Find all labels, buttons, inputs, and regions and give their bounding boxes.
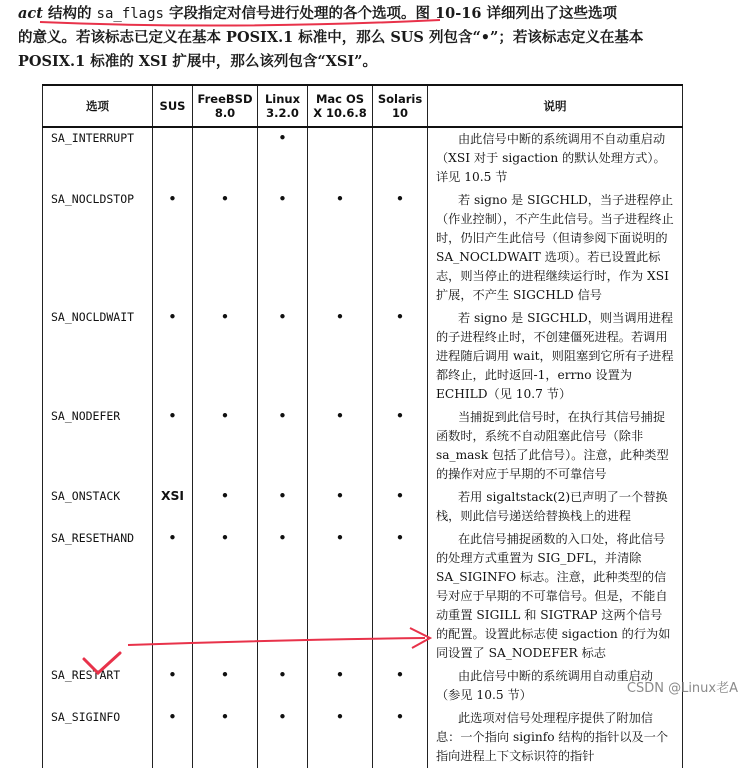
solaris-mark: • [373,406,428,486]
intro-sa-flags: sa_flags [96,6,164,22]
sus-mark: • [153,189,193,307]
table-row [43,707,683,768]
table-row [43,665,683,707]
linux-mark: • [258,528,308,665]
solaris-mark: • [373,665,428,707]
freebsd-mark: • [193,189,258,307]
option-name: SA_SIGINFO [43,707,153,768]
sus-mark: • [153,406,193,486]
header-option: 选项 [43,85,153,127]
option-name: SA_RESTART [43,665,153,707]
option-name: SA_NODEFER [43,406,153,486]
description: 当捕捉到此信号时，在执行其信号捕捉函数时，系统不自动阻塞此信号（除非 sa_mask 包括了此信号）。注意，此种类型的操作对应于早期的不可靠信号 [428,406,683,486]
intro-line-2: 的意义。若该标志已定义在基本 POSIX.1 标准中，那么 SUS 列包含“•”；若该标志定义在基本 [18,29,644,46]
table-row [43,528,683,665]
macos-mark: • [308,189,373,307]
macos-mark: • [308,665,373,707]
sus-mark [153,127,193,189]
header-solaris: Solaris 10 [373,85,428,127]
linux-mark: • [258,707,308,768]
macos-mark: • [308,486,373,528]
option-name: SA_ONSTACK [43,486,153,528]
header-description: 说明 [428,85,683,127]
linux-mark: • [258,665,308,707]
table-row [43,307,683,406]
solaris-mark: • [373,189,428,307]
sus-mark: XSI [153,486,193,528]
macos-mark: • [308,707,373,768]
freebsd-mark: • [193,406,258,486]
table-row [43,189,683,307]
sus-mark: • [153,307,193,406]
linux-mark: • [258,189,308,307]
table-header-row [43,85,683,127]
freebsd-mark: • [193,707,258,768]
sus-mark: • [153,707,193,768]
description: 若 signo 是 SIGCHLD，则当调用进程的子进程终止时，不创建僵死进程。若调用进程随后调用 wait，则阻塞到它所有子进程都终止，此时返回-1，errno 设置为 ECHILD（见 10.7 节） [428,307,683,406]
table-row [43,406,683,486]
sus-mark: • [153,665,193,707]
freebsd-mark [193,127,258,189]
freebsd-mark: • [193,486,258,528]
freebsd-mark: • [193,665,258,707]
solaris-mark: • [373,486,428,528]
intro-act: act [18,5,43,22]
table-row [43,127,683,189]
freebsd-mark: • [193,307,258,406]
solaris-mark: • [373,528,428,665]
macos-mark: • [308,406,373,486]
description: 若 signo 是 SIGCHLD，当子进程停止（作业控制），不产生此信号。当子进程终止时，仍旧产生此信号（但请参阅下面说明的 SA_NOCLDWAIT 选项）。若已设置此标志，则当停止的进程继续运行时，作为 XSI 扩展，不产生 SIGCHLD 信号 [428,189,683,307]
header-linux: Linux 3.2.0 [258,85,308,127]
solaris-mark [373,127,428,189]
description: 在此信号捕捉函数的入口处，将此信号的处理方式重置为 SIG_DFL，并清除 SA_SIGINFO 标志。注意，此种类型的信号对应于早期的不可靠信号。但是，不能自动重置 SIGILL 和 SIGTRAP 这两个信号的配置。设置此标志使 sigaction 的行为如同设置了 SA_NODEFER 标志 [428,528,683,665]
solaris-mark: • [373,307,428,406]
linux-mark: • [258,406,308,486]
freebsd-mark: • [193,528,258,665]
watermark: CSDN @Linux老A [626,681,738,696]
solaris-mark: • [373,707,428,768]
header-freebsd: FreeBSD 8.0 [193,85,258,127]
macos-mark [308,127,373,189]
table-row [43,486,683,528]
linux-mark: • [258,307,308,406]
option-name: SA_RESETHAND [43,528,153,665]
intro-text: 字段指定对信号进行处理的各个选项。图 10-16 详细列出了这些选项 [163,5,617,22]
sus-mark: • [153,528,193,665]
linux-mark: • [258,486,308,528]
option-name: SA_NOCLDSTOP [43,189,153,307]
intro-text: 结构的 [42,5,97,22]
description: 由此信号中断的系统调用自动重启动（参见 10.5 节） [428,665,683,707]
macos-mark: • [308,307,373,406]
intro-line-1 [18,2,738,26]
linux-mark: • [258,127,308,189]
header-macos: Mac OS X 10.6.8 [308,85,373,127]
intro-paragraph [18,2,738,74]
description: 由此信号中断的系统调用不自动重启动（XSI 对于 sigaction 的默认处理方式）。详见 10.5 节 [428,127,683,189]
options-table [42,84,683,768]
option-name: SA_NOCLDWAIT [43,307,153,406]
option-name: SA_INTERRUPT [43,127,153,189]
header-sus: SUS [153,85,193,127]
description: 此选项对信号处理程序提供了附加信息：一个指向 siginfo 结构的指针以及一个指向进程上下文标识符的指针 [428,707,683,768]
intro-line-3: POSIX.1 标准的 XSI 扩展中，那么该列包含“XSI”。 [18,53,378,70]
macos-mark: • [308,528,373,665]
description: 若用 sigaltstack(2)已声明了一个替换栈，则此信号递送给替换栈上的进程 [428,486,683,528]
